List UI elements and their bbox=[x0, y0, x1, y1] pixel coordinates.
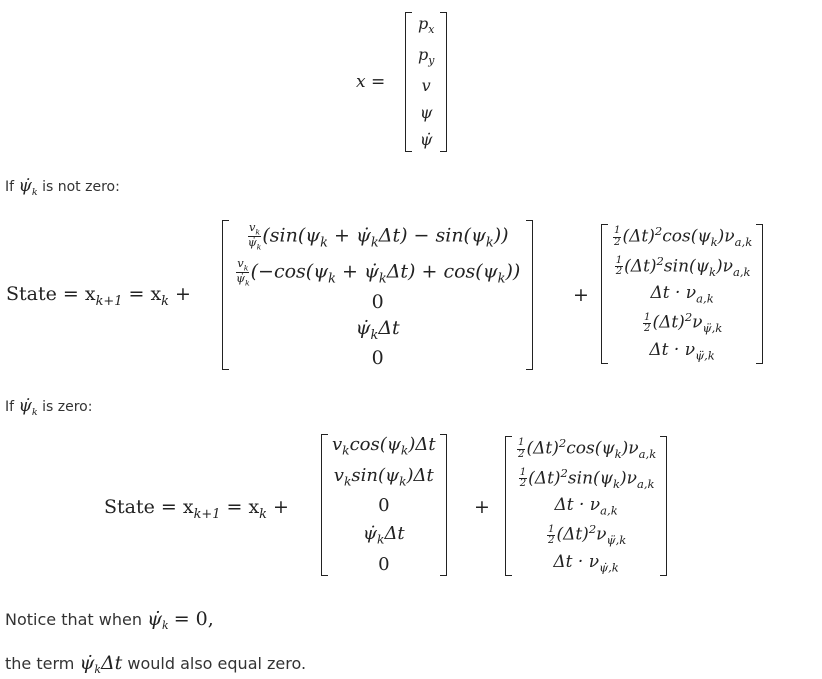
state-entry-psidot: ψ̇ bbox=[419, 130, 433, 149]
zero-motion-row-3: 0 bbox=[378, 495, 390, 517]
noise-row-1: $\frac{1}{2}$ $(\Delta t)^2\cos(\psi_k)\nu_{a,k}$ bbox=[614, 224, 753, 250]
zero-motion-row-4: $\psi̇_k\Delta t$ bbox=[362, 523, 405, 547]
state-entry-psi: ψ bbox=[419, 103, 433, 123]
case-zero-motion-matrix bbox=[321, 434, 447, 576]
state-vector-matrix bbox=[405, 12, 447, 152]
motion-row-5: 0 bbox=[371, 346, 384, 369]
case-nonzero-noise-matrix bbox=[601, 224, 763, 364]
case-nonzero-lhs: State = $x_{k+1} = x_k$ + bbox=[6, 283, 191, 309]
case-nonzero-label: If $\psi̇_k$ is not zero: bbox=[5, 176, 120, 198]
case-nonzero-motion-matrix bbox=[222, 220, 533, 370]
zero-motion-row-2: $v_k\sin(\psi_k)\Delta t$ bbox=[333, 464, 434, 489]
zero-noise-row-1: $\frac{1}{2}$ $(\Delta t)^2\cos(\psi_k)\nu_{a,k}$ bbox=[518, 436, 657, 462]
motion-row-1: $\frac{v_k}{\psi̇_k}$ ($\sin(\psi_k$ + $\psi̇_k\Delta t) - \sin(\psi_k)$) bbox=[247, 220, 509, 252]
motion-row-4: $\psi̇_k\Delta t$ bbox=[355, 316, 400, 343]
zero-noise-row-5: $\Delta t \cdot \nu_{\psi̇,k}$ bbox=[553, 552, 619, 575]
zero-noise-row-3: $\Delta t \cdot \nu_{a,k}$ bbox=[554, 495, 618, 518]
case-zero-label: If $\psi̇_k$ is zero: bbox=[5, 396, 93, 418]
notice-line-2: the term $\psi̇_k\Delta t$ would also equal zero. bbox=[5, 652, 307, 677]
noise-row-2: $\frac{1}{2}$ $(\Delta t)^2\sin(\psi_k)\nu_{a,k}$ bbox=[615, 253, 751, 279]
case-nonzero-plus: + bbox=[573, 284, 589, 306]
motion-row-3: 0 bbox=[371, 291, 384, 314]
zero-motion-row-5: 0 bbox=[378, 553, 390, 575]
motion-row-2: $\frac{v_k}{\psi̇_k}$ ($-\cos(\psi_k$ + $\psi̇_k\Delta t) + \cos(\psi_k)$) bbox=[236, 255, 521, 287]
state-vector-lhs: x = bbox=[356, 72, 386, 92]
noise-row-4: $\frac{1}{2}$ $(\Delta t)^2\nu_{\psï,k}$ bbox=[643, 310, 723, 336]
notice-line-1: Notice that when $\psi̇_k = 0$, bbox=[5, 608, 214, 633]
noise-row-5: $\Delta t \cdot \nu_{\psï,k}$ bbox=[649, 340, 715, 363]
zero-motion-row-1: $v_k\cos(\psi_k)\Delta t$ bbox=[332, 434, 436, 458]
case-zero-lhs: State = $x_{k+1} = x_k$ + bbox=[104, 496, 289, 522]
noise-row-3: $\Delta t \cdot \nu_{a,k}$ bbox=[650, 283, 714, 306]
state-entry-px: $p_x$ bbox=[418, 14, 435, 37]
state-entry-py: $p_y$ bbox=[418, 45, 435, 68]
zero-noise-row-4: $\frac{1}{2}$ $(\Delta t)^2\nu_{\psï,k}$ bbox=[547, 522, 627, 548]
case-zero-noise-matrix bbox=[505, 436, 667, 576]
zero-noise-row-2: $\frac{1}{2}$ $(\Delta t)^2\sin(\psi_k)\nu_{a,k}$ bbox=[519, 465, 655, 491]
state-entry-v: v bbox=[421, 76, 431, 96]
case-zero-plus: + bbox=[474, 496, 490, 518]
